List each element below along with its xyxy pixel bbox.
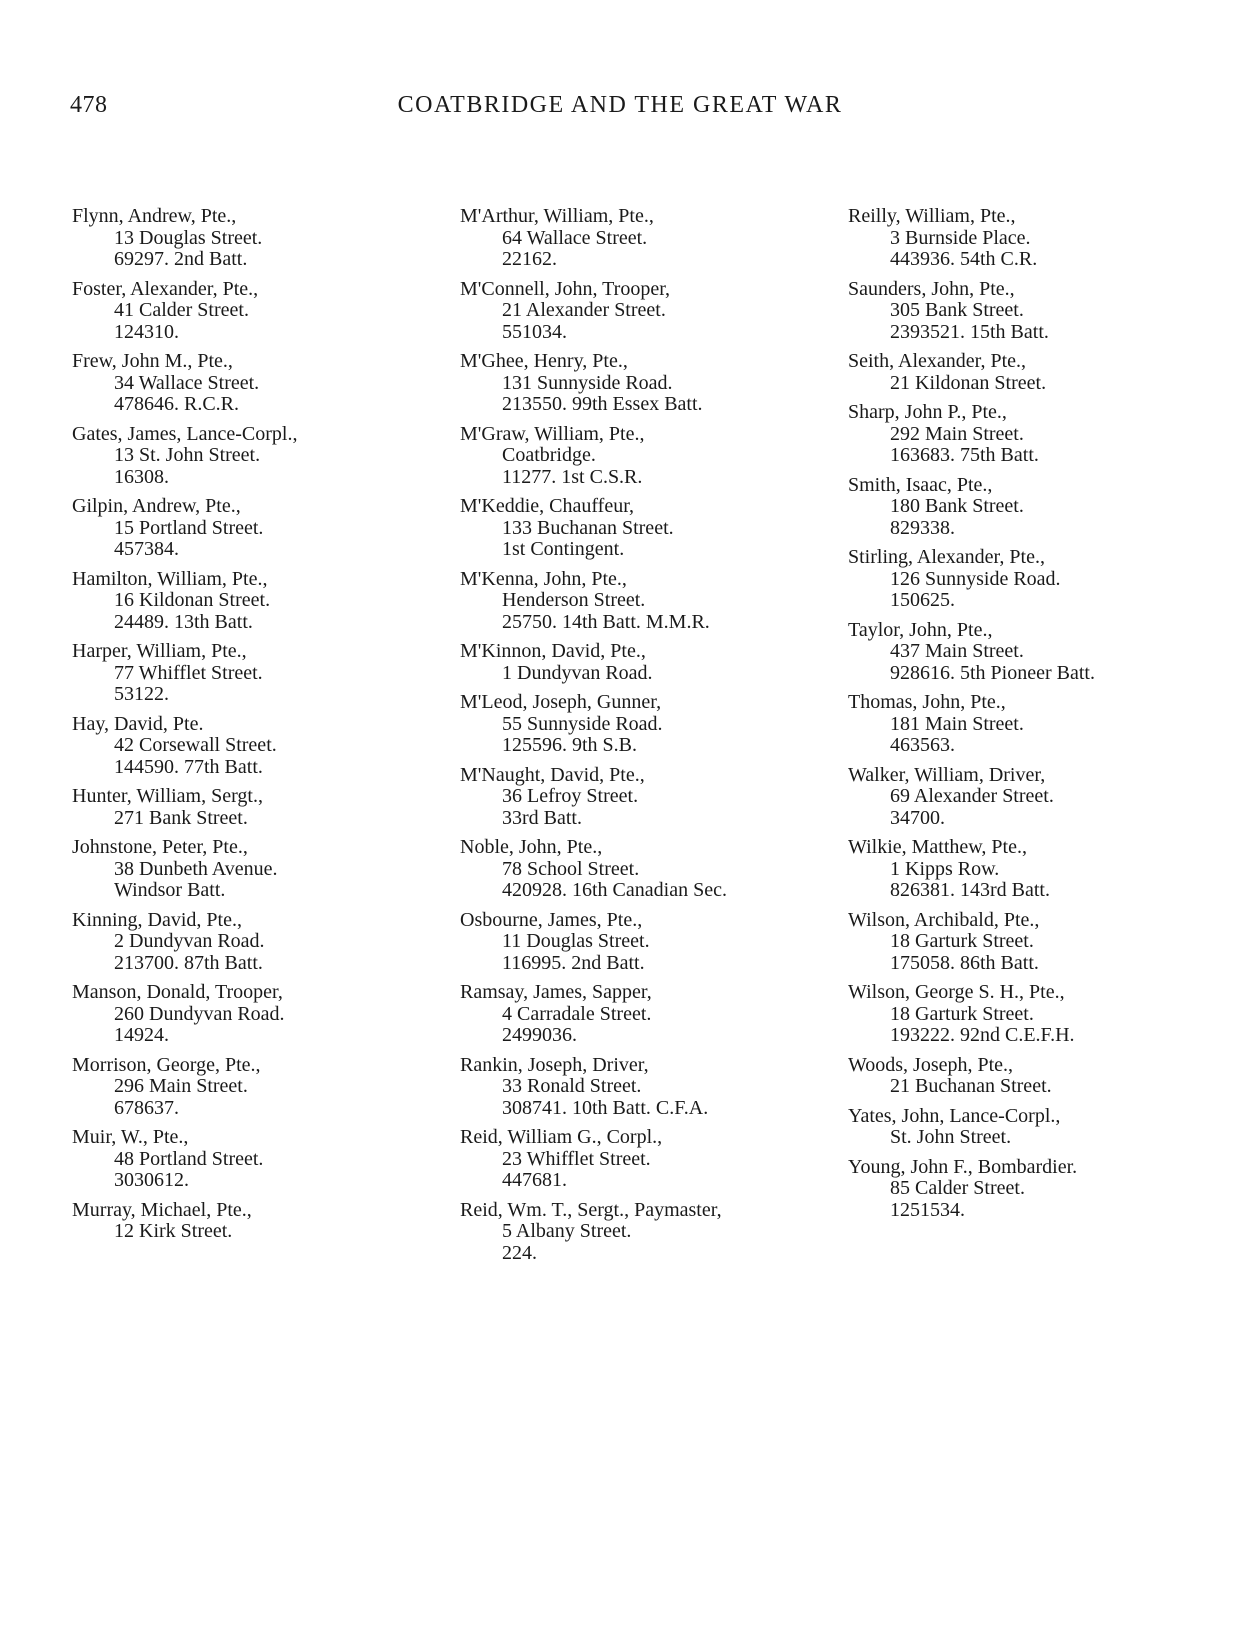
entry-address: 292 Main Street. bbox=[890, 422, 1024, 445]
roll-column-1 bbox=[72, 206, 412, 1251]
roll-entry bbox=[460, 1127, 820, 1192]
roll-entry bbox=[72, 424, 412, 489]
entry-name: Flynn, Andrew, Pte., bbox=[72, 205, 237, 227]
entry-address: 36 Lefroy Street. bbox=[502, 785, 639, 807]
entry-name: Harper, William, Pte., bbox=[72, 640, 247, 662]
roll-entry bbox=[848, 547, 1208, 612]
entry-service: 25750. 14th Batt. M.M.R. bbox=[502, 610, 710, 633]
entry-service: 1251534. bbox=[890, 1198, 965, 1221]
entry-name: Noble, John, Pte., bbox=[460, 836, 603, 858]
entry-address: 85 Calder Street. bbox=[890, 1177, 1025, 1199]
entry-service: Windsor Batt. bbox=[114, 879, 226, 901]
roll-entry bbox=[848, 475, 1208, 540]
entry-address: 42 Corsewall Street. bbox=[114, 734, 277, 756]
roll-entry bbox=[72, 1200, 412, 1243]
entry-name: Rankin, Joseph, Driver, bbox=[460, 1053, 649, 1076]
entry-address: 260 Dundyvan Road. bbox=[114, 1002, 285, 1025]
entry-service: 928616. 5th Pioneer Batt. bbox=[890, 661, 1095, 684]
entry-name: Kinning, David, Pte., bbox=[72, 908, 242, 931]
roll-entry bbox=[848, 351, 1208, 394]
entry-address: 13 Douglas Street. bbox=[114, 226, 263, 249]
entry-name: Gilpin, Andrew, Pte., bbox=[72, 495, 241, 517]
entry-name: Hamilton, William, Pte., bbox=[72, 567, 268, 590]
entry-service: 124310. bbox=[114, 320, 179, 343]
entry-address: 21 Alexander Street. bbox=[502, 299, 666, 321]
entry-name: Reid, William G., Corpl., bbox=[460, 1126, 663, 1148]
roll-entry bbox=[72, 569, 412, 634]
entry-service: 447681. bbox=[502, 1169, 567, 1191]
roll-entry bbox=[72, 496, 412, 561]
roll-entry bbox=[72, 641, 412, 706]
entry-name: Foster, Alexander, Pte., bbox=[72, 277, 259, 300]
roll-entry bbox=[72, 279, 412, 344]
roll-entry bbox=[848, 982, 1208, 1047]
entry-service: 213550. 99th Essex Batt. bbox=[502, 393, 703, 415]
roll-entry bbox=[72, 837, 412, 902]
entry-address: 18 Garturk Street. bbox=[890, 930, 1034, 952]
entry-name: Gates, James, Lance-Corpl., bbox=[72, 422, 298, 445]
entry-address: 69 Alexander Street. bbox=[890, 785, 1054, 807]
entry-address: 11 Douglas Street. bbox=[502, 930, 650, 952]
entry-name: M'Keddie, Chauffeur, bbox=[460, 495, 635, 517]
entry-service: 678637. bbox=[114, 1096, 179, 1119]
entry-service: 443936. 54th C.R. bbox=[890, 248, 1038, 270]
entry-address: 18 Garturk Street. bbox=[890, 1002, 1034, 1025]
entry-service: 163683. 75th Batt. bbox=[890, 444, 1039, 466]
entry-address: 21 Buchanan Street. bbox=[890, 1075, 1052, 1097]
entry-service: 125596. 9th S.B. bbox=[502, 734, 638, 756]
entry-name: Stirling, Alexander, Pte., bbox=[848, 546, 1045, 568]
entry-name: Wilson, Archibald, Pte., bbox=[848, 908, 1040, 931]
entry-service: 826381. 143rd Batt. bbox=[890, 879, 1050, 901]
entry-address: 131 Sunnyside Road. bbox=[502, 371, 673, 394]
entry-address: 3 Burnside Place. bbox=[890, 226, 1031, 249]
entry-address: 77 Whifflet Street. bbox=[114, 661, 263, 684]
entry-service: 11277. 1st C.S.R. bbox=[502, 465, 643, 488]
roll-entry bbox=[460, 424, 820, 489]
roll-entry bbox=[848, 765, 1208, 830]
entry-service: 33rd Batt. bbox=[502, 806, 582, 829]
entry-name: Taylor, John, Pte., bbox=[848, 618, 993, 641]
roll-entry bbox=[848, 279, 1208, 344]
entry-service: 1st Contingent. bbox=[502, 538, 625, 560]
entry-service: 551034. bbox=[502, 320, 567, 343]
roll-entry bbox=[848, 692, 1208, 757]
entry-service: 175058. 86th Batt. bbox=[890, 951, 1039, 974]
entry-name: Murray, Michael, Pte., bbox=[72, 1198, 252, 1221]
entry-name: Wilson, George S. H., Pte., bbox=[848, 981, 1065, 1003]
roll-entry bbox=[72, 206, 412, 271]
entry-address: 126 Sunnyside Road. bbox=[890, 567, 1061, 590]
entry-address: 271 Bank Street. bbox=[114, 806, 248, 829]
roll-entry bbox=[848, 837, 1208, 902]
entry-name: Yates, John, Lance-Corpl., bbox=[848, 1104, 1061, 1127]
roll-entry bbox=[72, 910, 412, 975]
entry-name: Reilly, William, Pte., bbox=[848, 205, 1016, 227]
entry-name: M'Kinnon, David, Pte., bbox=[460, 640, 646, 662]
entry-address: 1 Kipps Row. bbox=[890, 857, 1000, 880]
entry-name: Walker, William, Driver, bbox=[848, 763, 1046, 786]
entry-service: 144590. 77th Batt. bbox=[114, 755, 263, 778]
roll-entry bbox=[460, 351, 820, 416]
entry-service: 116995. 2nd Batt. bbox=[502, 951, 645, 974]
entry-address: 2 Dundyvan Road. bbox=[114, 930, 265, 952]
entry-name: Sharp, John P., Pte., bbox=[848, 401, 1007, 423]
entry-address: 437 Main Street. bbox=[890, 640, 1024, 662]
entry-address: 21 Kildonan Street. bbox=[890, 371, 1047, 394]
entry-service: 463563. bbox=[890, 734, 955, 756]
roll-entry bbox=[848, 402, 1208, 467]
entry-address: 55 Sunnyside Road. bbox=[502, 712, 663, 735]
roll-column-2 bbox=[460, 206, 820, 1272]
entry-name: Seith, Alexander, Pte., bbox=[848, 350, 1027, 372]
roll-entry bbox=[848, 620, 1208, 685]
entry-name: M'Graw, William, Pte., bbox=[460, 422, 645, 445]
entry-name: Morrison, George, Pte., bbox=[72, 1053, 261, 1076]
entry-name: Thomas, John, Pte., bbox=[848, 691, 1006, 713]
roll-entry bbox=[72, 1055, 412, 1120]
entry-name: Manson, Donald, Trooper, bbox=[72, 981, 283, 1003]
roll-entry bbox=[72, 714, 412, 779]
roll-entry bbox=[72, 786, 412, 829]
entry-address: 38 Dunbeth Avenue. bbox=[114, 857, 278, 880]
roll-entry bbox=[460, 569, 820, 634]
roll-entry bbox=[848, 206, 1208, 271]
entry-name: M'Ghee, Henry, Pte., bbox=[460, 350, 628, 372]
entry-name: M'Leod, Joseph, Gunner, bbox=[460, 691, 662, 713]
entry-address: 5 Albany Street. bbox=[502, 1220, 632, 1242]
entry-service: 2393521. 15th Batt. bbox=[890, 320, 1049, 343]
entry-address: 181 Main Street. bbox=[890, 712, 1024, 735]
entry-service: 69297. 2nd Batt. bbox=[114, 248, 248, 270]
entry-address: Henderson Street. bbox=[502, 589, 646, 611]
roll-entry bbox=[460, 765, 820, 830]
page-number: 478 bbox=[70, 92, 108, 118]
entry-name: Saunders, John, Pte., bbox=[848, 277, 1015, 300]
entry-service: 213700. 87th Batt. bbox=[114, 951, 263, 974]
entry-name: M'Naught, David, Pte., bbox=[460, 763, 645, 786]
entry-name: Wilkie, Matthew, Pte., bbox=[848, 836, 1027, 858]
entry-address: 13 St. John Street. bbox=[114, 444, 261, 466]
roll-entry bbox=[72, 1127, 412, 1192]
roll-entry bbox=[72, 982, 412, 1047]
roll-entry bbox=[848, 910, 1208, 975]
entry-address: St. John Street. bbox=[890, 1126, 1012, 1148]
entry-service: 34700. bbox=[890, 806, 945, 829]
entry-name: M'Connell, John, Trooper, bbox=[460, 277, 671, 300]
entry-address: 133 Buchanan Street. bbox=[502, 516, 674, 539]
entry-name: Hunter, William, Sergt., bbox=[72, 785, 263, 807]
roll-entry bbox=[460, 692, 820, 757]
entry-service: 193222. 92nd C.E.F.H. bbox=[890, 1024, 1075, 1046]
entry-name: Smith, Isaac, Pte., bbox=[848, 473, 993, 496]
entry-address: 15 Portland Street. bbox=[114, 516, 264, 539]
roll-entry bbox=[460, 837, 820, 902]
entry-name: M'Kenna, John, Pte., bbox=[460, 567, 627, 590]
roll-entry bbox=[72, 351, 412, 416]
entry-address: 296 Main Street. bbox=[114, 1075, 248, 1097]
roll-entry bbox=[460, 641, 820, 684]
entry-service: 53122. bbox=[114, 683, 169, 705]
roll-entry bbox=[848, 1106, 1208, 1149]
roll-entry bbox=[460, 1200, 820, 1265]
entry-service: 150625. bbox=[890, 589, 955, 611]
entry-address: 1 Dundyvan Road. bbox=[502, 661, 653, 684]
entry-address: 180 Bank Street. bbox=[890, 495, 1024, 517]
entry-service: 3030612. bbox=[114, 1169, 189, 1191]
running-head-title: COATBRIDGE AND THE GREAT WAR bbox=[397, 92, 843, 118]
entry-name: Muir, W., Pte., bbox=[72, 1126, 189, 1148]
entry-address: 34 Wallace Street. bbox=[114, 371, 260, 394]
entry-name: Ramsay, James, Sapper, bbox=[460, 981, 652, 1003]
entry-service: 829338. bbox=[890, 516, 955, 539]
entry-service: 16308. bbox=[114, 465, 169, 488]
roll-entry bbox=[460, 1055, 820, 1120]
entry-name: Reid, Wm. T., Sergt., Paymaster, bbox=[460, 1198, 722, 1221]
entry-service: 308741. 10th Batt. C.F.A. bbox=[502, 1096, 709, 1119]
roll-column-3 bbox=[848, 206, 1208, 1229]
entry-service: 457384. bbox=[114, 538, 179, 560]
entry-address: 48 Portland Street. bbox=[114, 1147, 264, 1170]
roll-entry bbox=[848, 1157, 1208, 1222]
entry-address: 23 Whifflet Street. bbox=[502, 1147, 651, 1170]
roll-entry bbox=[848, 1055, 1208, 1098]
entry-service: 14924. bbox=[114, 1024, 169, 1046]
entry-name: M'Arthur, William, Pte., bbox=[460, 205, 654, 227]
entry-name: Frew, John M., Pte., bbox=[72, 350, 233, 372]
entry-name: Osbourne, James, Pte., bbox=[460, 908, 643, 931]
roll-entry bbox=[460, 496, 820, 561]
roll-entry bbox=[460, 910, 820, 975]
entry-address: 78 School Street. bbox=[502, 857, 640, 880]
entry-service: 2499036. bbox=[502, 1024, 577, 1046]
entry-address: 305 Bank Street. bbox=[890, 299, 1024, 321]
entry-address: Coatbridge. bbox=[502, 444, 596, 466]
entry-service: 420928. 16th Canadian Sec. bbox=[502, 879, 727, 901]
entry-name: Johnstone, Peter, Pte., bbox=[72, 836, 248, 858]
entry-address: 64 Wallace Street. bbox=[502, 226, 648, 249]
entry-address: 41 Calder Street. bbox=[114, 299, 249, 321]
entry-service: 224. bbox=[502, 1241, 537, 1264]
roll-entry bbox=[460, 279, 820, 344]
entry-service: 478646. R.C.R. bbox=[114, 393, 240, 415]
entry-address: 33 Ronald Street. bbox=[502, 1075, 642, 1097]
entry-name: Woods, Joseph, Pte., bbox=[848, 1053, 1014, 1076]
entry-name: Hay, David, Pte. bbox=[72, 712, 204, 735]
entry-service: 24489. 13th Batt. bbox=[114, 610, 253, 633]
entry-service: 22162. bbox=[502, 248, 557, 270]
entry-name: Young, John F., Bombardier. bbox=[848, 1155, 1078, 1178]
roll-entry bbox=[460, 206, 820, 271]
entry-address: 4 Carradale Street. bbox=[502, 1002, 652, 1025]
entry-address: 16 Kildonan Street. bbox=[114, 589, 271, 611]
entry-address: 12 Kirk Street. bbox=[114, 1220, 233, 1242]
roll-entry bbox=[460, 982, 820, 1047]
